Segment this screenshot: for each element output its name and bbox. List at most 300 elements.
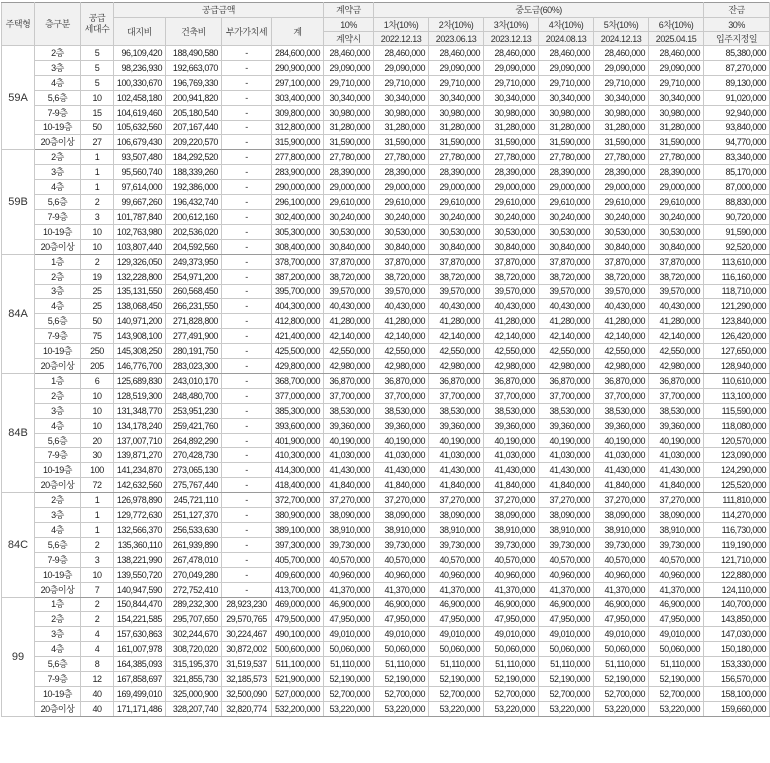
installment-3-cell: 37,870,000 <box>484 254 539 269</box>
balance-cell: 120,570,000 <box>704 433 770 448</box>
floor-cell: 5,6층 <box>35 537 81 552</box>
installment-2-cell: 29,610,000 <box>429 195 484 210</box>
total-price-cell: 303,400,000 <box>272 90 324 105</box>
building-cost-cell: 295,707,650 <box>166 612 222 627</box>
installment-6-cell: 41,280,000 <box>649 314 704 329</box>
total-price-cell: 490,100,000 <box>272 627 324 642</box>
installment-5-cell: 42,550,000 <box>594 344 649 359</box>
land-cost-cell: 150,844,470 <box>114 597 166 612</box>
installment-3-cell: 40,960,000 <box>484 567 539 582</box>
installment-1-cell: 31,590,000 <box>374 135 429 150</box>
header-installment-date: 2022.12.13 <box>374 32 429 46</box>
contract-deposit-cell: 50,060,000 <box>324 642 374 657</box>
land-cost-cell: 106,679,430 <box>114 135 166 150</box>
land-cost-cell: 129,326,050 <box>114 254 166 269</box>
vat-cell: - <box>222 582 272 597</box>
balance-cell: 92,520,000 <box>704 239 770 254</box>
installment-3-cell: 42,140,000 <box>484 329 539 344</box>
building-cost-cell: 207,167,440 <box>166 120 222 135</box>
installment-5-cell: 30,240,000 <box>594 209 649 224</box>
vat-cell: 31,519,537 <box>222 657 272 672</box>
installment-5-cell: 30,340,000 <box>594 90 649 105</box>
installment-2-cell: 39,360,000 <box>429 418 484 433</box>
installment-6-cell: 37,700,000 <box>649 388 704 403</box>
installment-4-cell: 47,950,000 <box>539 612 594 627</box>
installment-3-cell: 30,980,000 <box>484 105 539 120</box>
total-price-cell: 385,300,000 <box>272 403 324 418</box>
vat-cell: 30,872,002 <box>222 642 272 657</box>
installment-2-cell: 38,910,000 <box>429 523 484 538</box>
installment-2-cell: 28,460,000 <box>429 46 484 61</box>
installment-5-cell: 39,360,000 <box>594 418 649 433</box>
floor-cell: 3층 <box>35 627 81 642</box>
building-cost-cell: 253,951,230 <box>166 403 222 418</box>
installment-6-cell: 39,570,000 <box>649 284 704 299</box>
land-cost-cell: 169,499,010 <box>114 686 166 701</box>
balance-cell: 118,710,000 <box>704 284 770 299</box>
installment-2-cell: 30,840,000 <box>429 239 484 254</box>
land-cost-cell: 139,550,720 <box>114 567 166 582</box>
installment-4-cell: 52,190,000 <box>539 672 594 687</box>
table-row <box>2 672 770 687</box>
building-cost-cell: 196,432,740 <box>166 195 222 210</box>
installment-4-cell: 46,900,000 <box>539 597 594 612</box>
floor-cell: 3층 <box>35 165 81 180</box>
table-row <box>2 180 770 195</box>
building-cost-cell: 271,828,800 <box>166 314 222 329</box>
contract-deposit-cell: 49,010,000 <box>324 627 374 642</box>
installment-6-cell: 31,590,000 <box>649 135 704 150</box>
balance-cell: 124,290,000 <box>704 463 770 478</box>
installment-5-cell: 40,570,000 <box>594 552 649 567</box>
units-cell: 1 <box>81 150 114 165</box>
unit-type-cell: 59B <box>2 150 35 254</box>
units-cell: 250 <box>81 344 114 359</box>
installment-6-cell: 29,090,000 <box>649 60 704 75</box>
unit-type-cell: 84A <box>2 254 35 373</box>
installment-4-cell: 29,610,000 <box>539 195 594 210</box>
floor-cell: 10-19층 <box>35 567 81 582</box>
floor-cell: 1층 <box>35 373 81 388</box>
total-price-cell: 309,800,000 <box>272 105 324 120</box>
building-cost-cell: 202,536,020 <box>166 224 222 239</box>
total-price-cell: 277,800,000 <box>272 150 324 165</box>
installment-4-cell: 30,980,000 <box>539 105 594 120</box>
installment-1-cell: 49,010,000 <box>374 627 429 642</box>
installment-5-cell: 42,980,000 <box>594 359 649 374</box>
installment-3-cell: 41,430,000 <box>484 463 539 478</box>
land-cost-cell: 135,131,550 <box>114 284 166 299</box>
installment-2-cell: 47,950,000 <box>429 612 484 627</box>
installment-1-cell: 52,190,000 <box>374 672 429 687</box>
balance-cell: 111,810,000 <box>704 493 770 508</box>
balance-cell: 116,730,000 <box>704 523 770 538</box>
balance-cell: 159,660,000 <box>704 701 770 716</box>
installment-1-cell: 50,060,000 <box>374 642 429 657</box>
installment-6-cell: 37,870,000 <box>649 254 704 269</box>
floor-cell: 7-9층 <box>35 672 81 687</box>
installment-4-cell: 37,270,000 <box>539 493 594 508</box>
contract-deposit-cell: 46,900,000 <box>324 597 374 612</box>
installment-1-cell: 28,390,000 <box>374 165 429 180</box>
installment-5-cell: 37,270,000 <box>594 493 649 508</box>
installment-6-cell: 51,110,000 <box>649 657 704 672</box>
installment-5-cell: 30,980,000 <box>594 105 649 120</box>
installment-6-cell: 27,780,000 <box>649 150 704 165</box>
vat-cell: - <box>222 373 272 388</box>
installment-4-cell: 29,090,000 <box>539 60 594 75</box>
installment-2-cell: 50,060,000 <box>429 642 484 657</box>
installment-2-cell: 42,140,000 <box>429 329 484 344</box>
units-cell: 2 <box>81 195 114 210</box>
installment-3-cell: 46,900,000 <box>484 597 539 612</box>
installment-2-cell: 41,840,000 <box>429 478 484 493</box>
installment-3-cell: 51,110,000 <box>484 657 539 672</box>
table-row <box>2 165 770 180</box>
installment-2-cell: 29,000,000 <box>429 180 484 195</box>
vat-cell: - <box>222 537 272 552</box>
installment-3-cell: 30,530,000 <box>484 224 539 239</box>
vat-cell: - <box>222 448 272 463</box>
installment-6-cell: 49,010,000 <box>649 627 704 642</box>
contract-deposit-cell: 29,610,000 <box>324 195 374 210</box>
total-price-cell: 469,000,000 <box>272 597 324 612</box>
table-row <box>2 433 770 448</box>
units-cell: 5 <box>81 60 114 75</box>
header-land: 대지비 <box>114 18 166 46</box>
installment-5-cell: 41,840,000 <box>594 478 649 493</box>
contract-deposit-cell: 38,090,000 <box>324 508 374 523</box>
installment-1-cell: 29,090,000 <box>374 60 429 75</box>
total-price-cell: 429,800,000 <box>272 359 324 374</box>
total-price-cell: 393,600,000 <box>272 418 324 433</box>
installment-5-cell: 39,730,000 <box>594 537 649 552</box>
land-cost-cell: 99,667,260 <box>114 195 166 210</box>
installment-4-cell: 38,910,000 <box>539 523 594 538</box>
installment-3-cell: 29,710,000 <box>484 75 539 90</box>
balance-cell: 87,000,000 <box>704 180 770 195</box>
installment-6-cell: 39,360,000 <box>649 418 704 433</box>
installment-2-cell: 29,710,000 <box>429 75 484 90</box>
total-price-cell: 410,300,000 <box>272 448 324 463</box>
units-cell: 75 <box>81 329 114 344</box>
installment-2-cell: 40,570,000 <box>429 552 484 567</box>
units-cell: 10 <box>81 90 114 105</box>
building-cost-cell: 302,244,670 <box>166 627 222 642</box>
contract-deposit-cell: 31,590,000 <box>324 135 374 150</box>
installment-3-cell: 40,190,000 <box>484 433 539 448</box>
installment-1-cell: 40,190,000 <box>374 433 429 448</box>
installment-2-cell: 49,010,000 <box>429 627 484 642</box>
installment-6-cell: 42,550,000 <box>649 344 704 359</box>
installment-2-cell: 40,960,000 <box>429 567 484 582</box>
installment-1-cell: 30,530,000 <box>374 224 429 239</box>
installment-6-cell: 29,000,000 <box>649 180 704 195</box>
contract-deposit-cell: 41,030,000 <box>324 448 374 463</box>
balance-cell: 128,940,000 <box>704 359 770 374</box>
installment-6-cell: 38,720,000 <box>649 269 704 284</box>
building-cost-cell: 270,428,730 <box>166 448 222 463</box>
installment-2-cell: 42,550,000 <box>429 344 484 359</box>
header-middle-payment: 중도금(60%) <box>374 3 704 18</box>
units-cell: 12 <box>81 672 114 687</box>
total-price-cell: 479,500,000 <box>272 612 324 627</box>
land-cost-cell: 97,614,000 <box>114 180 166 195</box>
vat-cell: - <box>222 284 272 299</box>
floor-cell: 20층이상 <box>35 582 81 597</box>
contract-deposit-cell: 40,190,000 <box>324 433 374 448</box>
floor-cell: 20층이상 <box>35 478 81 493</box>
installment-4-cell: 41,430,000 <box>539 463 594 478</box>
installment-5-cell: 30,840,000 <box>594 239 649 254</box>
installment-2-cell: 37,700,000 <box>429 388 484 403</box>
installment-5-cell: 47,950,000 <box>594 612 649 627</box>
land-cost-cell: 93,507,480 <box>114 150 166 165</box>
installment-4-cell: 40,960,000 <box>539 567 594 582</box>
installment-3-cell: 30,840,000 <box>484 239 539 254</box>
land-cost-cell: 140,971,200 <box>114 314 166 329</box>
total-price-cell: 395,700,000 <box>272 284 324 299</box>
installment-6-cell: 41,430,000 <box>649 463 704 478</box>
contract-deposit-cell: 30,840,000 <box>324 239 374 254</box>
total-price-cell: 290,000,000 <box>272 180 324 195</box>
floor-cell: 5,6층 <box>35 195 81 210</box>
installment-6-cell: 40,960,000 <box>649 567 704 582</box>
installment-5-cell: 38,090,000 <box>594 508 649 523</box>
contract-deposit-cell: 47,950,000 <box>324 612 374 627</box>
units-cell: 10 <box>81 418 114 433</box>
installment-3-cell: 39,730,000 <box>484 537 539 552</box>
floor-cell: 4층 <box>35 523 81 538</box>
installment-1-cell: 39,360,000 <box>374 418 429 433</box>
floor-cell: 4층 <box>35 180 81 195</box>
installment-5-cell: 27,780,000 <box>594 150 649 165</box>
installment-3-cell: 38,910,000 <box>484 523 539 538</box>
installment-3-cell: 27,780,000 <box>484 150 539 165</box>
vat-cell: - <box>222 224 272 239</box>
installment-4-cell: 53,220,000 <box>539 701 594 716</box>
contract-deposit-cell: 29,000,000 <box>324 180 374 195</box>
header-contract-when: 계약시 <box>324 32 374 46</box>
installment-4-cell: 30,530,000 <box>539 224 594 239</box>
building-cost-cell: 200,612,160 <box>166 209 222 224</box>
total-price-cell: 389,100,000 <box>272 523 324 538</box>
floor-cell: 7-9층 <box>35 209 81 224</box>
vat-cell: - <box>222 463 272 478</box>
land-cost-cell: 126,978,890 <box>114 493 166 508</box>
building-cost-cell: 192,386,000 <box>166 180 222 195</box>
installment-5-cell: 37,870,000 <box>594 254 649 269</box>
installment-3-cell: 28,460,000 <box>484 46 539 61</box>
installment-1-cell: 41,280,000 <box>374 314 429 329</box>
header-contract-pct: 10% <box>324 18 374 32</box>
total-price-cell: 532,200,000 <box>272 701 324 716</box>
installment-6-cell: 47,950,000 <box>649 612 704 627</box>
installment-5-cell: 41,280,000 <box>594 314 649 329</box>
installment-6-cell: 30,980,000 <box>649 105 704 120</box>
units-cell: 205 <box>81 359 114 374</box>
land-cost-cell: 137,007,710 <box>114 433 166 448</box>
installment-6-cell: 41,840,000 <box>649 478 704 493</box>
table-header <box>2 3 770 46</box>
contract-deposit-cell: 38,720,000 <box>324 269 374 284</box>
building-cost-cell: 267,478,010 <box>166 552 222 567</box>
vat-cell: - <box>222 344 272 359</box>
installment-3-cell: 49,010,000 <box>484 627 539 642</box>
floor-cell: 10-19층 <box>35 344 81 359</box>
installment-2-cell: 31,280,000 <box>429 120 484 135</box>
installment-3-cell: 37,270,000 <box>484 493 539 508</box>
installment-2-cell: 41,280,000 <box>429 314 484 329</box>
building-cost-cell: 273,065,130 <box>166 463 222 478</box>
table-row <box>2 418 770 433</box>
building-cost-cell: 243,010,170 <box>166 373 222 388</box>
units-cell: 30 <box>81 448 114 463</box>
header-installment-label: 2차(10%) <box>429 18 484 32</box>
building-cost-cell: 260,568,450 <box>166 284 222 299</box>
floor-cell: 3층 <box>35 284 81 299</box>
table-row <box>2 582 770 597</box>
installment-4-cell: 28,460,000 <box>539 46 594 61</box>
land-cost-cell: 129,772,630 <box>114 508 166 523</box>
floor-cell: 5,6층 <box>35 90 81 105</box>
installment-4-cell: 38,530,000 <box>539 403 594 418</box>
balance-cell: 93,840,000 <box>704 120 770 135</box>
table-row <box>2 567 770 582</box>
land-cost-cell: 104,619,460 <box>114 105 166 120</box>
total-price-cell: 521,900,000 <box>272 672 324 687</box>
floor-cell: 2층 <box>35 150 81 165</box>
installment-5-cell: 40,190,000 <box>594 433 649 448</box>
installment-1-cell: 42,550,000 <box>374 344 429 359</box>
installment-4-cell: 30,340,000 <box>539 90 594 105</box>
contract-deposit-cell: 30,530,000 <box>324 224 374 239</box>
vat-cell: - <box>222 388 272 403</box>
header-balance-when: 입주지정일 <box>704 32 770 46</box>
total-price-cell: 387,200,000 <box>272 269 324 284</box>
installment-4-cell: 30,240,000 <box>539 209 594 224</box>
table-row <box>2 612 770 627</box>
building-cost-cell: 264,892,290 <box>166 433 222 448</box>
floor-cell: 10-19층 <box>35 224 81 239</box>
units-cell: 1 <box>81 180 114 195</box>
land-cost-cell: 146,776,700 <box>114 359 166 374</box>
installment-6-cell: 40,430,000 <box>649 299 704 314</box>
balance-cell: 91,020,000 <box>704 90 770 105</box>
table-row <box>2 120 770 135</box>
vat-cell: - <box>222 523 272 538</box>
units-cell: 2 <box>81 537 114 552</box>
building-cost-cell: 283,023,300 <box>166 359 222 374</box>
installment-5-cell: 40,430,000 <box>594 299 649 314</box>
installment-6-cell: 38,910,000 <box>649 523 704 538</box>
installment-2-cell: 39,570,000 <box>429 284 484 299</box>
vat-cell: - <box>222 75 272 90</box>
balance-cell: 140,700,000 <box>704 597 770 612</box>
balance-cell: 153,330,000 <box>704 657 770 672</box>
balance-cell: 85,380,000 <box>704 46 770 61</box>
land-cost-cell: 164,385,093 <box>114 657 166 672</box>
installment-3-cell: 31,590,000 <box>484 135 539 150</box>
vat-cell: - <box>222 60 272 75</box>
installment-1-cell: 38,720,000 <box>374 269 429 284</box>
land-cost-cell: 142,632,560 <box>114 478 166 493</box>
installment-6-cell: 37,270,000 <box>649 493 704 508</box>
installment-4-cell: 40,190,000 <box>539 433 594 448</box>
contract-deposit-cell: 53,220,000 <box>324 701 374 716</box>
installment-3-cell: 38,530,000 <box>484 403 539 418</box>
vat-cell: 28,923,230 <box>222 597 272 612</box>
installment-6-cell: 41,370,000 <box>649 582 704 597</box>
contract-deposit-cell: 38,910,000 <box>324 523 374 538</box>
table-row <box>2 403 770 418</box>
balance-cell: 92,940,000 <box>704 105 770 120</box>
installment-2-cell: 52,700,000 <box>429 686 484 701</box>
installment-6-cell: 36,870,000 <box>649 373 704 388</box>
building-cost-cell: 308,720,020 <box>166 642 222 657</box>
installment-5-cell: 52,700,000 <box>594 686 649 701</box>
contract-deposit-cell: 37,270,000 <box>324 493 374 508</box>
installment-6-cell: 46,900,000 <box>649 597 704 612</box>
header-units-line2: 세대수 <box>84 24 110 34</box>
installment-2-cell: 30,340,000 <box>429 90 484 105</box>
total-price-cell: 405,700,000 <box>272 552 324 567</box>
units-cell: 40 <box>81 686 114 701</box>
building-cost-cell: 266,231,550 <box>166 299 222 314</box>
header-balance-pct: 30% <box>704 18 770 32</box>
balance-cell: 113,100,000 <box>704 388 770 403</box>
installment-2-cell: 28,390,000 <box>429 165 484 180</box>
installment-3-cell: 42,980,000 <box>484 359 539 374</box>
installment-3-cell: 50,060,000 <box>484 642 539 657</box>
installment-1-cell: 36,870,000 <box>374 373 429 388</box>
land-cost-cell: 141,234,870 <box>114 463 166 478</box>
table-row <box>2 284 770 299</box>
building-cost-cell: 188,339,260 <box>166 165 222 180</box>
contract-deposit-cell: 30,980,000 <box>324 105 374 120</box>
installment-5-cell: 28,460,000 <box>594 46 649 61</box>
building-cost-cell: 196,769,330 <box>166 75 222 90</box>
balance-cell: 121,710,000 <box>704 552 770 567</box>
building-cost-cell: 277,491,900 <box>166 329 222 344</box>
installment-4-cell: 28,390,000 <box>539 165 594 180</box>
installment-2-cell: 27,780,000 <box>429 150 484 165</box>
balance-cell: 116,160,000 <box>704 269 770 284</box>
vat-cell: - <box>222 403 272 418</box>
installment-3-cell: 31,280,000 <box>484 120 539 135</box>
total-price-cell: 414,300,000 <box>272 463 324 478</box>
installment-4-cell: 39,360,000 <box>539 418 594 433</box>
installment-1-cell: 46,900,000 <box>374 597 429 612</box>
units-cell: 10 <box>81 403 114 418</box>
header-balance: 잔금 <box>704 3 770 18</box>
header-installment-label: 5차(10%) <box>594 18 649 32</box>
installment-1-cell: 30,240,000 <box>374 209 429 224</box>
installment-5-cell: 41,430,000 <box>594 463 649 478</box>
contract-deposit-cell: 39,570,000 <box>324 284 374 299</box>
table-row <box>2 269 770 284</box>
installment-4-cell: 40,570,000 <box>539 552 594 567</box>
vat-cell: - <box>222 150 272 165</box>
vat-cell: - <box>222 165 272 180</box>
contract-deposit-cell: 30,340,000 <box>324 90 374 105</box>
header-installment-date: 2023.06.13 <box>429 32 484 46</box>
installment-2-cell: 41,030,000 <box>429 448 484 463</box>
contract-deposit-cell: 42,140,000 <box>324 329 374 344</box>
installment-5-cell: 50,060,000 <box>594 642 649 657</box>
installment-1-cell: 30,340,000 <box>374 90 429 105</box>
contract-deposit-cell: 42,980,000 <box>324 359 374 374</box>
